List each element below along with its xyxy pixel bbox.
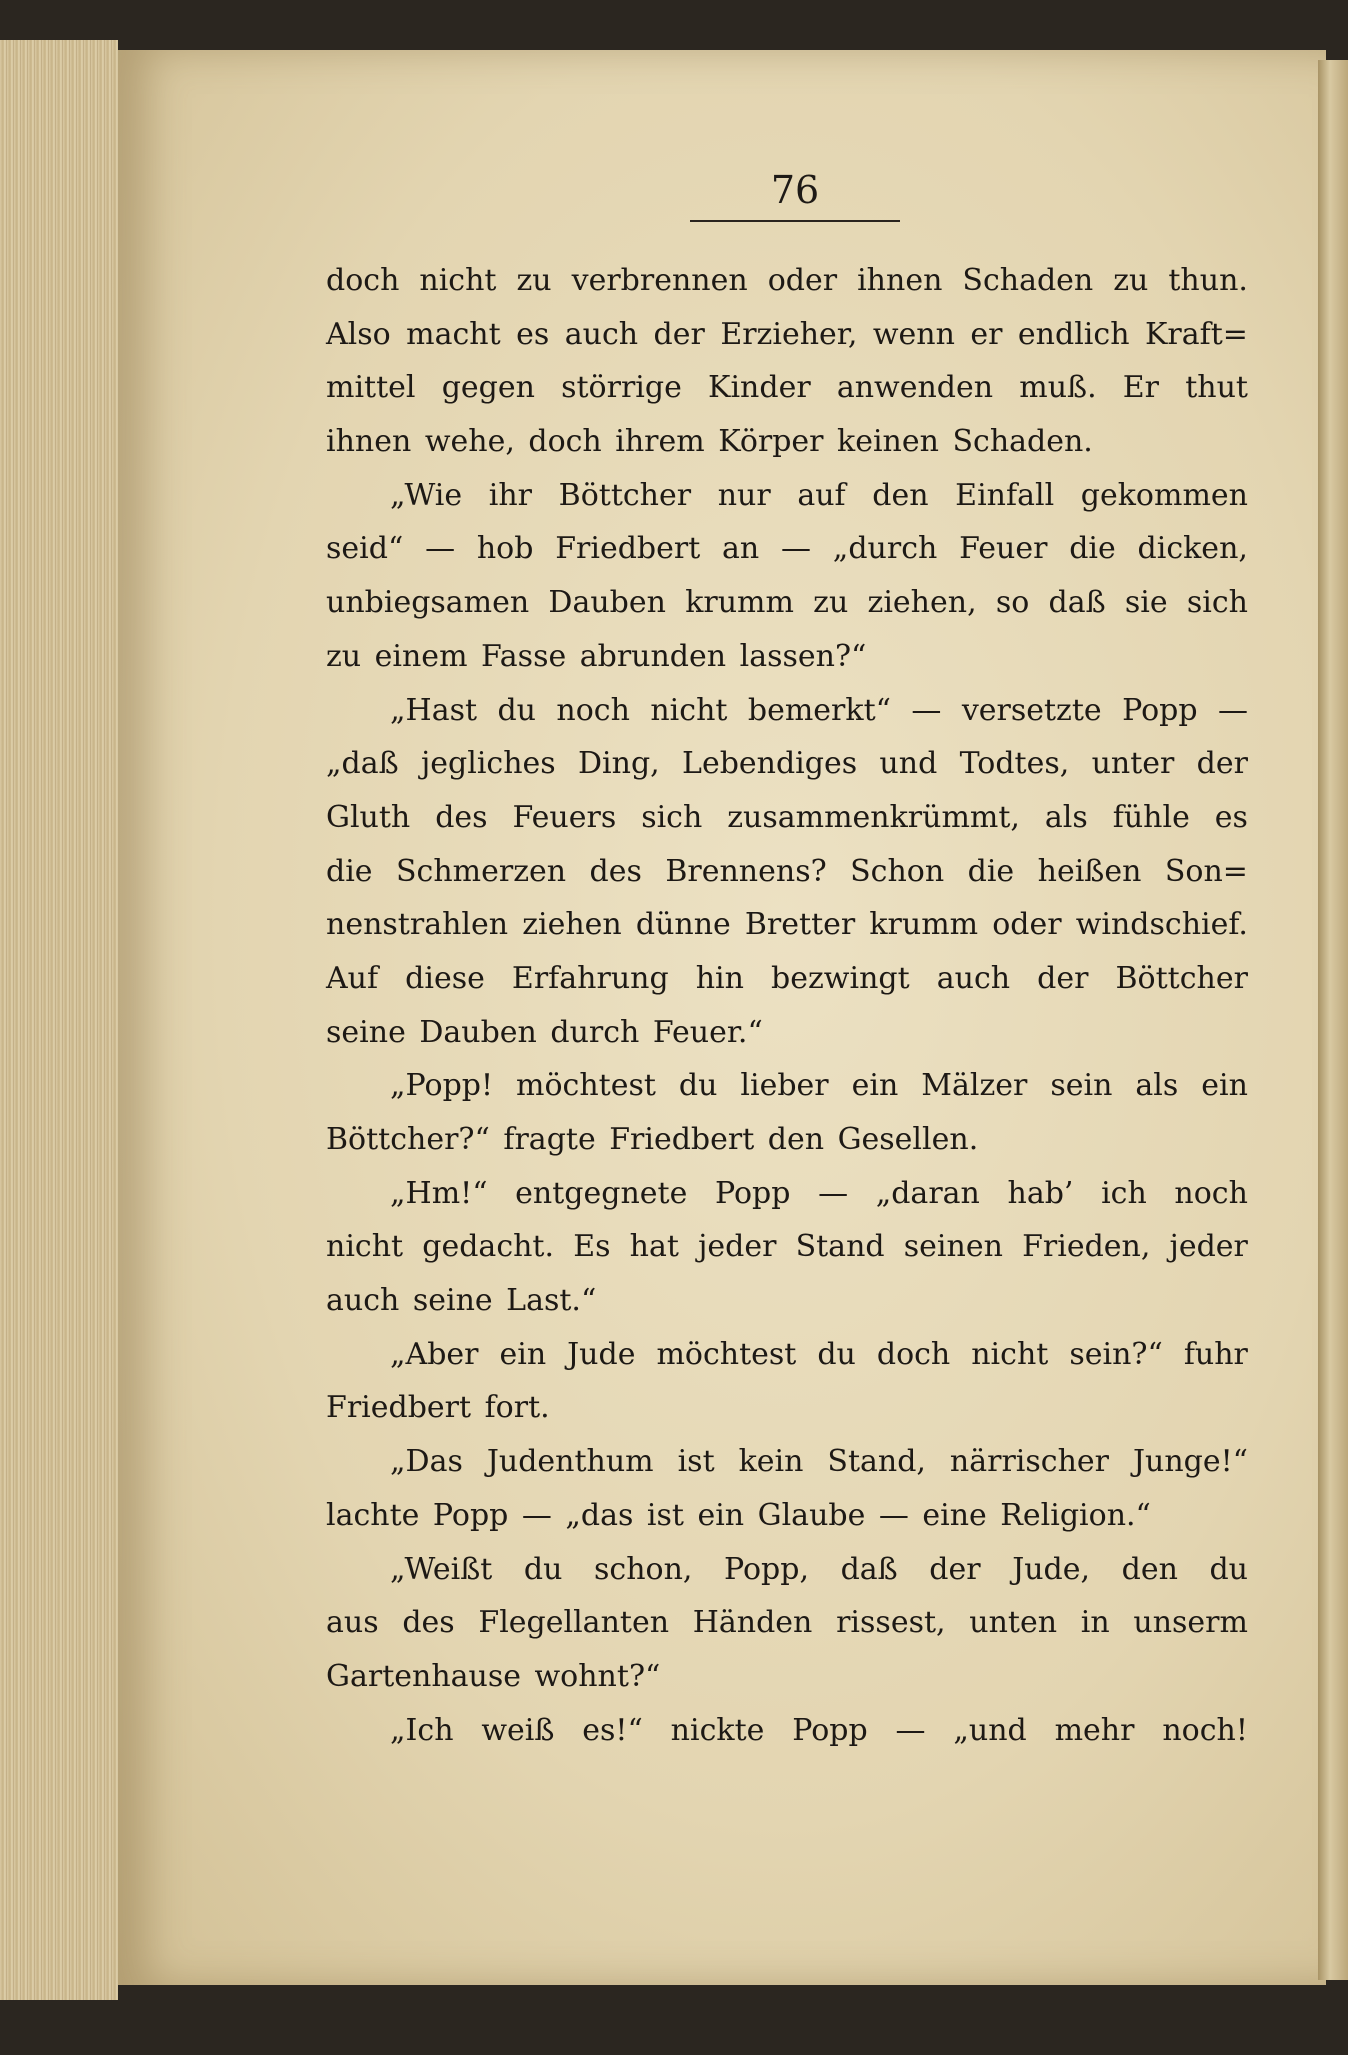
text-line: die Schmerzen des Brennens? Schon die heißen Son=	[326, 853, 1248, 889]
text-line: mittel gegen störrige Kinder anwenden muß. Er thut	[326, 370, 1248, 406]
text-line: „Hm!“ entgegnete Popp — „daran hab’ ich noch	[390, 1175, 1248, 1211]
text-line: „Weißt du schon, Popp, daß der Jude, den du	[390, 1551, 1248, 1587]
text-line: „daß jegliches Ding, Lebendiges und Todtes, unter der	[326, 746, 1248, 782]
text-line: Auf diese Erfahrung hin bezwingt auch der Böttcher	[326, 960, 1248, 996]
text-line: seine Dauben durch Feuer.“	[326, 1014, 763, 1050]
page-edges	[0, 40, 118, 2000]
text-line: seid“ — hob Friedbert an — „durch Feuer die dicken,	[326, 531, 1248, 567]
body-text	[326, 254, 1248, 1757]
page-number: 76	[770, 168, 820, 212]
text-line: unbiegsamen Dauben krumm zu ziehen, so daß sie sich	[326, 585, 1248, 621]
text-line: „Das Judenthum ist kein Stand, närrischer Junge!“	[390, 1444, 1248, 1480]
text-line: zu einem Fasse abrunden lassen?“	[326, 638, 867, 674]
text-line: Gartenhause wohnt?“	[326, 1658, 661, 1694]
text-line: lachte Popp — „das ist ein Glaube — eine Religion.“	[326, 1497, 1151, 1533]
right-page-edge	[1318, 60, 1348, 1980]
text-line: „Hast du noch nicht bemerkt“ — versetzte Popp —	[390, 692, 1248, 728]
text-line: „Popp! möchtest du lieber ein Mälzer sein als ein	[390, 1068, 1248, 1104]
text-line: ihnen wehe, doch ihrem Körper keinen Schaden.	[326, 424, 1093, 460]
text-line: „Ich weiß es!“ nickte Popp — „und mehr noch!	[390, 1712, 1248, 1748]
text-line: nenstrahlen ziehen dünne Bretter krumm oder windschief.	[326, 907, 1248, 943]
text-line: „Aber ein Jude möchtest du doch nicht sein?“ fuhr	[390, 1336, 1248, 1372]
text-line: nicht gedacht. Es hat jeder Stand seinen Frieden, jeder	[326, 1229, 1248, 1265]
text-line: auch seine Last.“	[326, 1283, 597, 1319]
text-line: „Wie ihr Böttcher nur auf den Einfall gekommen	[390, 477, 1248, 513]
text-line: doch nicht zu verbrennen oder ihnen Schaden zu thun.	[326, 263, 1248, 298]
text-line: Gluth des Feuers sich zusammenkrümmt, als fühle es	[326, 799, 1248, 835]
header-rule	[690, 220, 900, 222]
text-line: aus des Flegellanten Händen rissest, unten in unserm	[326, 1605, 1248, 1641]
text-line: Friedbert fort.	[326, 1390, 550, 1426]
text-line: Böttcher?“ fragte Friedbert den Gesellen.	[326, 1122, 979, 1157]
text-line: Also macht es auch der Erzieher, wenn er endlich Kraft=	[326, 316, 1248, 352]
